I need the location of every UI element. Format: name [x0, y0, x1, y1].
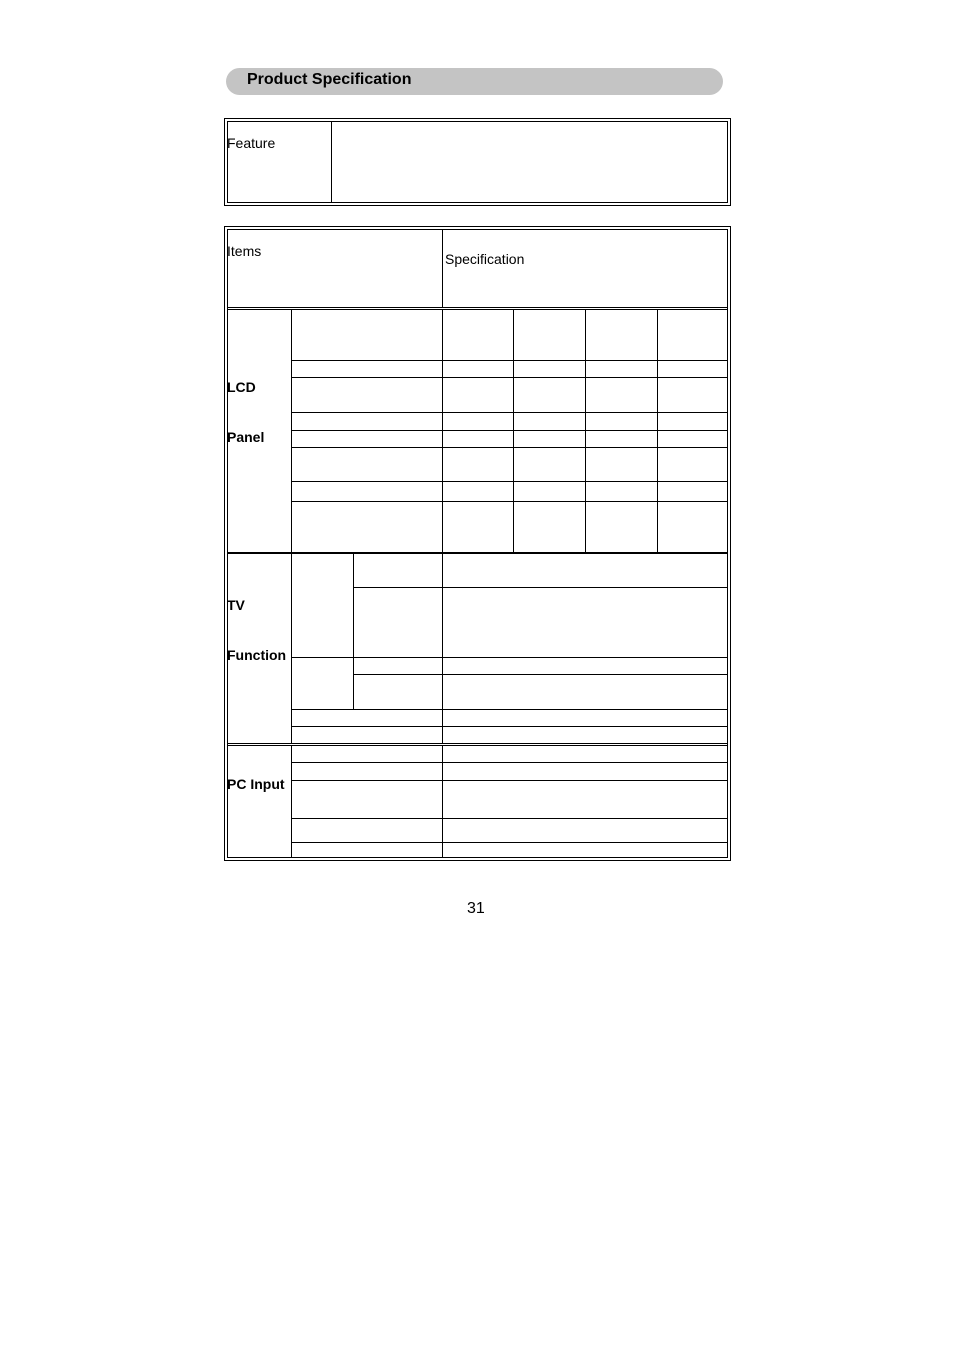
section-title: Product Specification [247, 71, 412, 88]
section-tv-label-2: Function [227, 647, 287, 663]
section-pc-input-label: PC Input [227, 776, 285, 792]
spec-header: Specification [445, 251, 525, 267]
section-tv-label-1: TV [227, 597, 245, 613]
page-number: 31 [467, 900, 485, 917]
section-lcd-label-2: Panel [227, 429, 265, 445]
section-lcd-label-1: LCD [227, 379, 256, 395]
feature-label: Feature [227, 135, 276, 151]
items-header: Items [227, 243, 262, 259]
